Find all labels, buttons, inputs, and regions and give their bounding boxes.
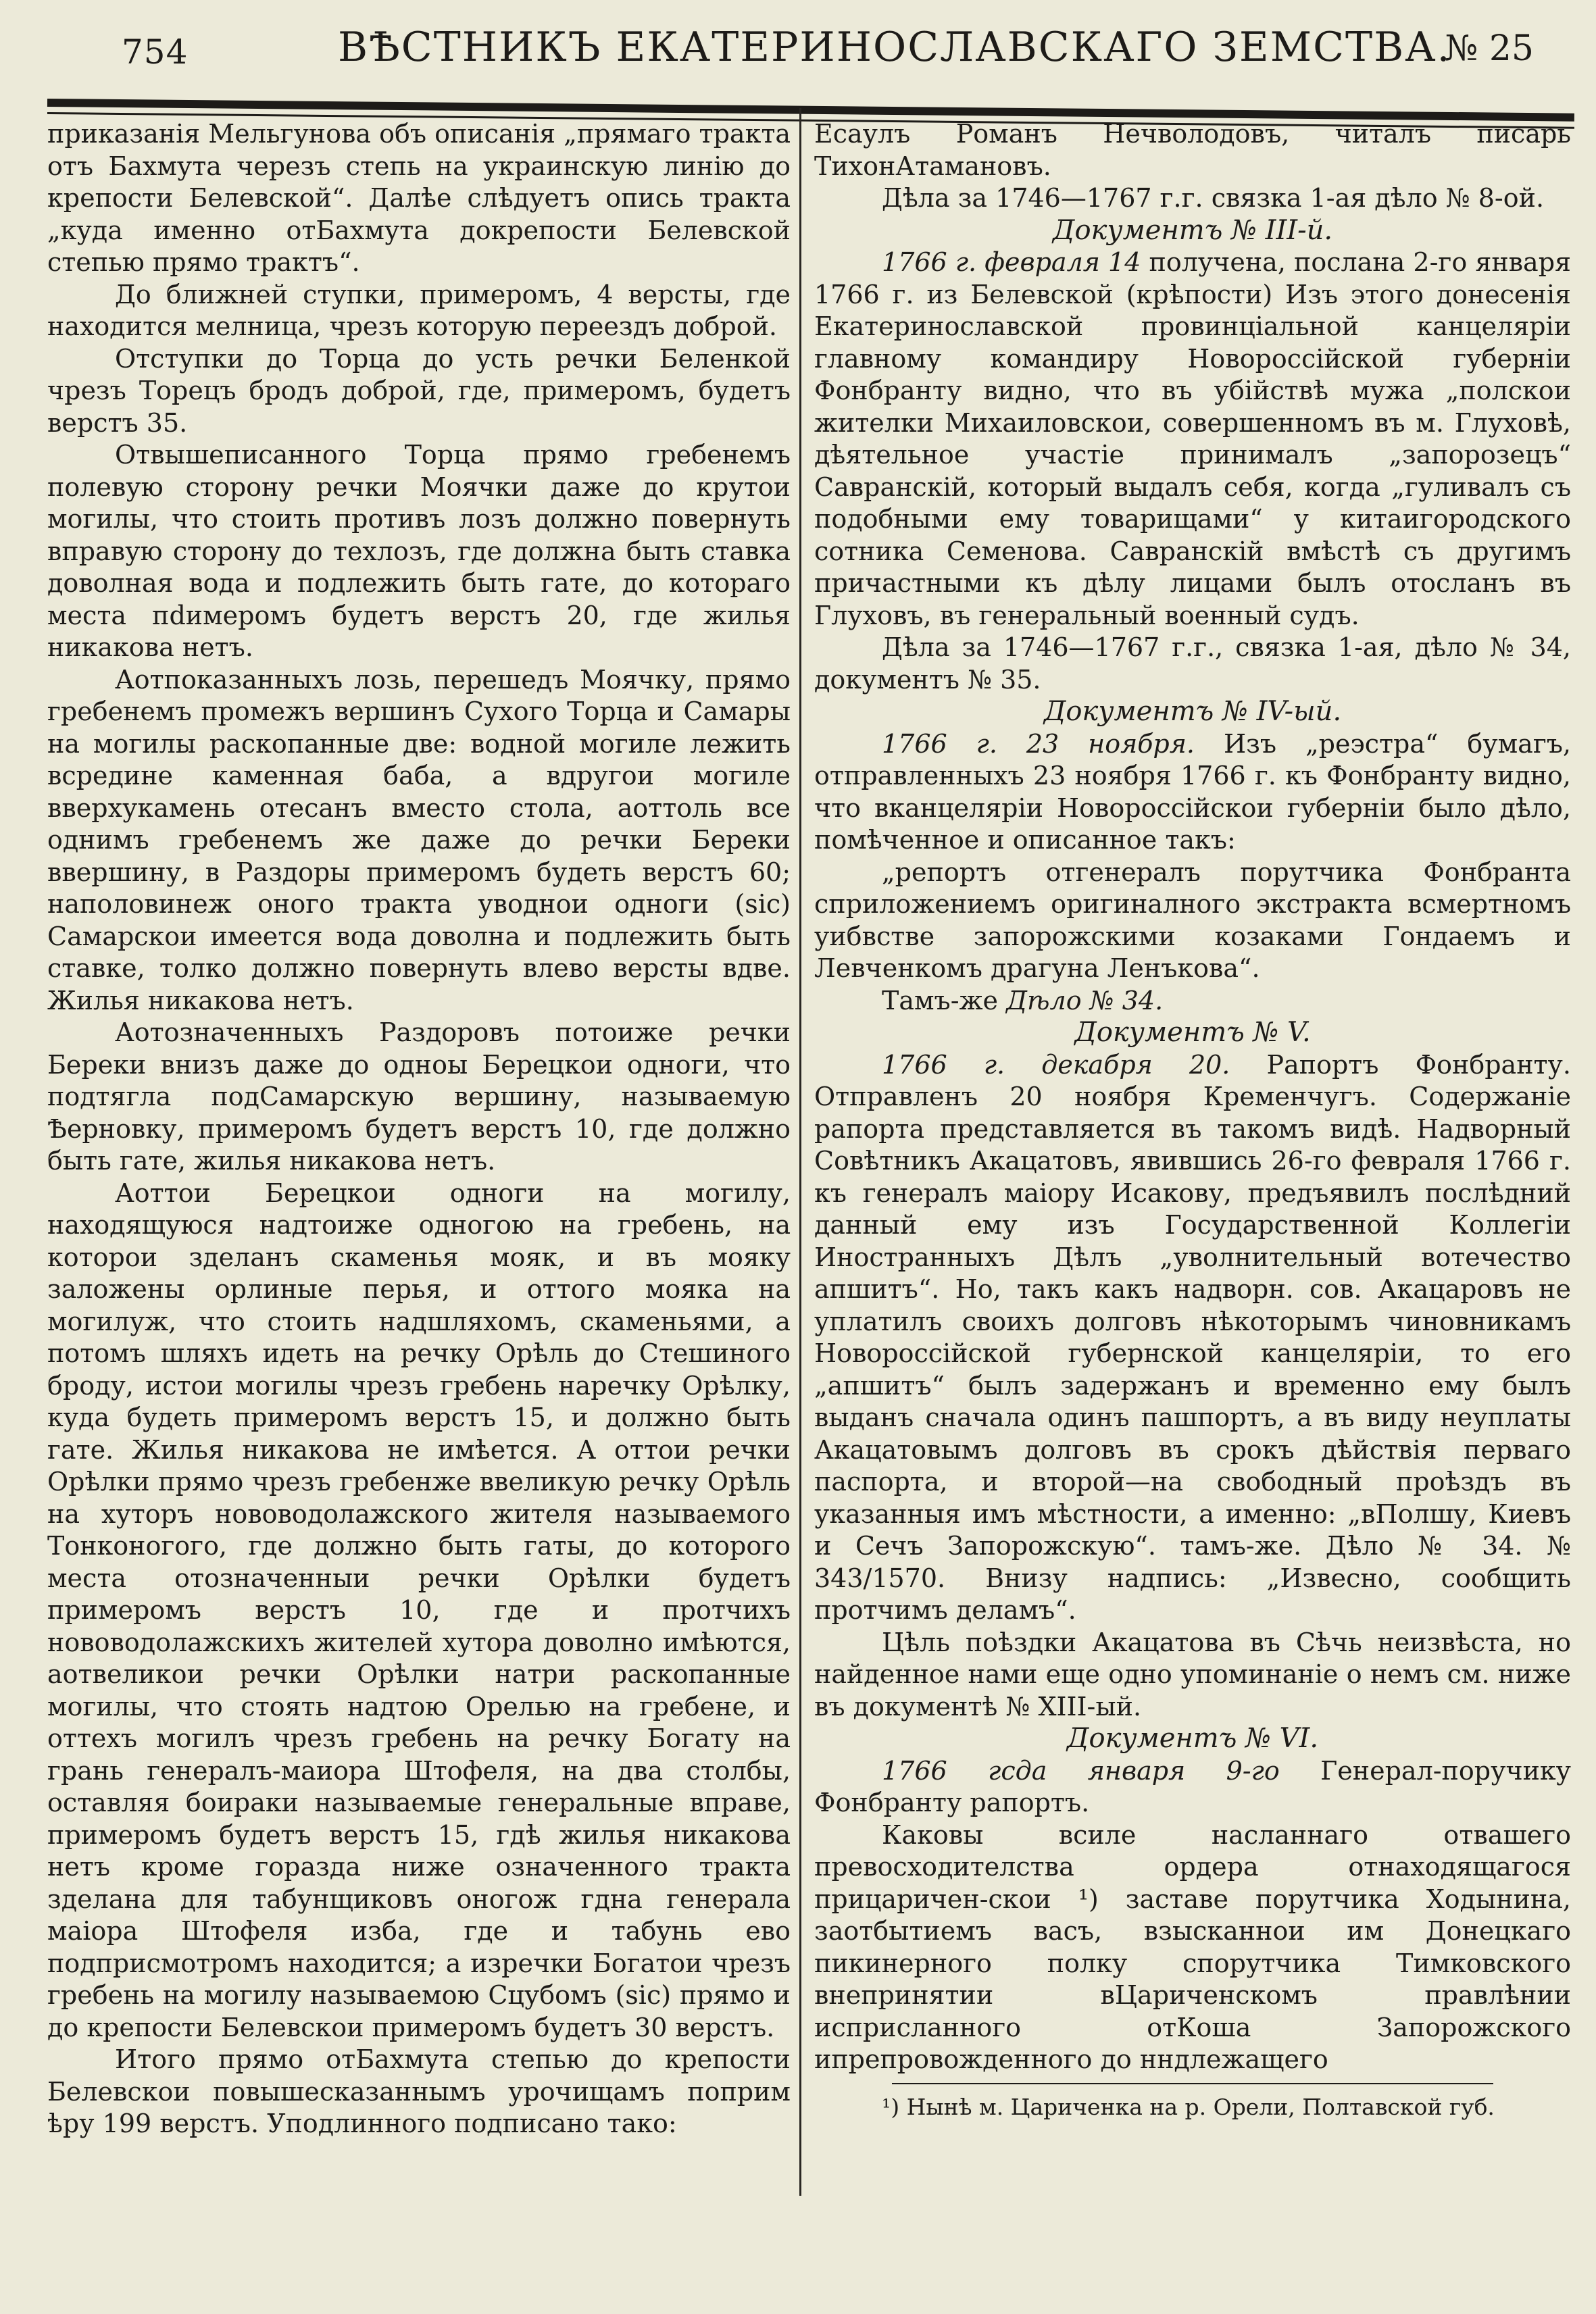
- issue-number: № 25: [1445, 28, 1534, 69]
- document-6-paragraph: [814, 1755, 1571, 1819]
- document-4-reference-text: Тамъ-же: [882, 985, 1007, 1015]
- document-3-text: получена, послана 2-го января 1766 г. из Белевской (крѣпости) Изъ этого донесенія Екатеринославской провинціальной канцеляріи главному командиру Новороссійской губерніи Фонбранту видно, что въ убійствѣ мужа „полскои жителки Михаиловскои, совершенномъ въ м. Глуховѣ, дѣятельное участіе принималъ „запорозецъ“ Савранскій, который выдалъ себя, когда „гуливалъ съ подобными ему товарищами“ у китаигородского сотника Семенова. Савранскій вмѣстѣ съ другимъ причастными къ дѣлу лицами былъ отосланъ въ Глуховъ, въ генеральный военный судъ.: [814, 247, 1571, 630]
- left-paragraph-4: Отвышеписанного Торца прямо гребенемъ полевую сторону речки Моячки даже до крутои могилы, что стоить противъ лозъ должно повернуть вправую сторону до техлозъ, где должна быть ставка доволная вода и подлежить быть гате, до котораго места пdимеромъ будетъ верстъ 20, где жилья никакова нетъ.: [47, 440, 791, 662]
- right-paragraph-2: Дѣла за 1746—1767 г.г. связка 1-ая дѣло № 8-ой.: [882, 183, 1545, 213]
- footnote: ¹) Нынѣ м. Цариченка на р. Орели, Полтавской губ.: [882, 2093, 1495, 2120]
- document-5-text: Рапортъ Фонбранту. Отправленъ 20 ноября Кременчугъ. Содержаніе рапорта представляется въ такомъ видѣ. Надворный Совѣтникъ Акацатовъ, явившись 26-го февраля 1766 г. къ генералъ маіору Исакову, предъявилъ послѣдний данный ему изъ Государственной Коллегіи Иностранныхъ Дѣлъ „уволнительный вотечество апшитъ“. Но, такъ какъ надворн. сов. Акацаровъ не уплатилъ своихъ долговъ нѣкоторымъ чиновникамъ Новороссійской губернской канцеляріи, то его „апшитъ“ былъ задержанъ и временно ему былъ выданъ сначала одинъ пашпортъ, а въ виду неуплаты Акацатовымъ долговъ въ срокъ дѣйствія перваго паспорта, и второй—на свободный проѣздъ въ указанныя имъ мѣстности, а именно: „вПолшу, Киевъ и Сечъ Запорожскую“. тамъ-же. Дѣло № 34. № 343/1570. Внизу надпись: „Извесно, сообщить протчимъ деламъ“.: [814, 1049, 1571, 1625]
- document-4-paragraph: [814, 728, 1571, 857]
- column-divider: [799, 108, 801, 2196]
- document-4-text: Изъ „реэстра“ бумагъ, отправленныхъ 23 ноября 1766 г. къ Фонбранту видно, что вканцеляріи Новороссійскои губерніи было дѣло, помѣченное и описанное такъ:: [814, 728, 1571, 855]
- document-4-date: 1766 г. 23 ноября.: [882, 728, 1195, 759]
- left-paragraph-1: приказанія Мельгунова объ описанія „прямагo тракта отъ Бахмута черезъ степь на украинскую линію до крепости Белевской“. Далѣе слѣдуетъ опись тракта „куда именно отБахмута докрепости Белевской степью прямо трактъ“.: [47, 119, 791, 277]
- running-title: ВѢСТНИКЪ ЕКАТЕРИНОСЛАВСКАГО ЗЕМСТВА.: [338, 24, 1451, 71]
- document-4-reference: [814, 985, 1571, 1017]
- left-paragraph-3: Отступки до Торца до усть речки Беленкой чрезъ Торецъ бродъ доброй, где, примеромъ, будетъ верстъ 35.: [47, 343, 791, 438]
- document-3-heading: Документъ № III-й.: [1052, 214, 1333, 246]
- left-paragraph-5: Аотпоказанныхъ лозь, перешедъ Моячку, прямо гребенемъ промежъ вершинъ Сухого Торца и Самары на могилы раскопанные две: водной могиле лежить всредине каменная баба, а вдругои могиле вверхукамень отесанъ вместо стола, аоттоль все однимъ гребенемъ же даже до речки Береки ввершину, в Раздоры примеромъ будеть верстъ 60; наполовинеж оного тракта уводнои одноги (sic) Самарскои имеется вода доволна и подлежить быть ставке, толко должно повернуть влево версты вдве. Жилья никакова нетъ.: [47, 664, 791, 1015]
- document-3-reference: Дѣла за 1746—1767 г.г., связка 1-ая, дѣло № 34, документъ № 35.: [814, 632, 1571, 695]
- document-6-paragraph-2: Каковы всиле насланнагo отвашего превосходителства ордера отнаходящагося прицаричен-скои ¹) заставе порутчика Ходынина, заотбытиемъ васъ, взысканнои им Донецкагo пикинерного полку спорутчика Тимковского внепринятии вЦариченскомъ правлѣнии исприсланного отКоша Запорожского ипрепровожденного до нндлежащего: [814, 1819, 1571, 2074]
- page-header: [47, 20, 1554, 88]
- left-paragraph-7: Аоттои Берецкои одноги на могилу, находящуюся надтоиже одногою на гребень, на которои зделанъ скаменья мояк, и въ мояку заложены орлиные перья, и оттого мояка на могилуж, что стоить надшляхомъ, скаменьями, а потомъ шляхъ идеть на речку Орѣль до Стешиного броду, истои могилы чрезъ гребень наречку Орѣлку, куда будеть примеромъ верстъ 15, и должно быть гате. Жилья никакова не имѣется. А оттои речки Орѣлки прямо чрезъ гребенже ввеликую речку Орѣль на хуторъ нововодолажского жителя называемого Тонконогого, где должно быть гаты, до которого места отозначенныи речки Орѣлки будетъ примеромъ верстъ 10, где и протчихъ нововодолажскихъ жителей хутора доволно имѣются, аотвеликои речки Орѣлки натри раскопанные могилы, что стоять надтою Орелью на гребене, и оттехъ могилъ чрезъ гребень на речку Богату на грань генералъ-маиора Штофеля, на два столбы, оставляя боираки называемые генеральные вправе, примеромъ будетъ верстъ 15, гдѣ жилья никакова нетъ кроме горазда ниже означенного тракта зделана для табунщиковъ оногож гдна генерала маіора Штофеля изба, где и табунь ево подприсмотромъ находится; а изречки Богатои чрезъ гребень на могилу называемою Сцубомъ (sic) прямо и до крепости Белевскои примеромъ будетъ 30 верстъ.: [47, 1178, 791, 2042]
- document-5-date: 1766 г. декабря 20.: [882, 1049, 1230, 1080]
- left-paragraph-2: До ближней ступки, примеромъ, 4 версты, где находится мелница, чрезъ которую переездъ доброй.: [47, 279, 791, 341]
- footnote-rule: [892, 2083, 1493, 2084]
- document-5-heading: Документъ № V.: [1074, 1017, 1311, 1048]
- document-5-note: Цѣль поѣздки Акацатова въ Сѣчь неизвѣста, но найденное нами еще одно упоминаніе о немъ см. ниже въ документѣ № XIII-ый.: [814, 1627, 1571, 1721]
- document-3-paragraph: [814, 247, 1571, 632]
- page-number: 754: [122, 32, 189, 72]
- document-6-heading: Документъ № VI.: [1066, 1723, 1319, 1754]
- right-paragraph-1: Есаулъ Романъ Нечволодовъ, читалъ писарь ТихонАтамановъ.: [814, 119, 1571, 181]
- left-paragraph-6: Аотозначенныхъ Раздоровъ потоиже речки Береки внизъ даже до одноы Берецкои одноги, что подтягла подСамарскую вершину, называемую Ѣерновку, примеромъ будетъ верстъ 10, где должно быть гате, жилья никакова нетъ.: [47, 1017, 791, 1176]
- document-4-heading: Документъ № IV-ый.: [1043, 696, 1342, 727]
- document-4-quote: „репортъ отгенералъ порутчика Фонбранта сприложениемъ оригиналного экстракта всмертномъ уибвстве запорожскими козаками Гондаемъ и Левченкомъ драгуна Ленъкова“.: [814, 857, 1571, 983]
- document-3-date: 1766 г. февраля 14: [882, 247, 1141, 277]
- left-column: [47, 118, 791, 2140]
- document-6-text: Генерал-поручику Фонбранту рапортъ.: [814, 1755, 1572, 1817]
- document-6-date: 1766 гсда января 9-го: [882, 1755, 1280, 1786]
- document-5-paragraph: [814, 1049, 1571, 1627]
- left-paragraph-8: Итого прямо отБахмута степью до крепости Белевскои повышесказаннымъ урочищамъ поприм​ѣру 199 верстъ. Уподлинного подписано тако:: [47, 2044, 791, 2138]
- right-column: [814, 118, 1571, 2122]
- document-4-reference-italic: Дѣло № 34.: [1006, 985, 1164, 1015]
